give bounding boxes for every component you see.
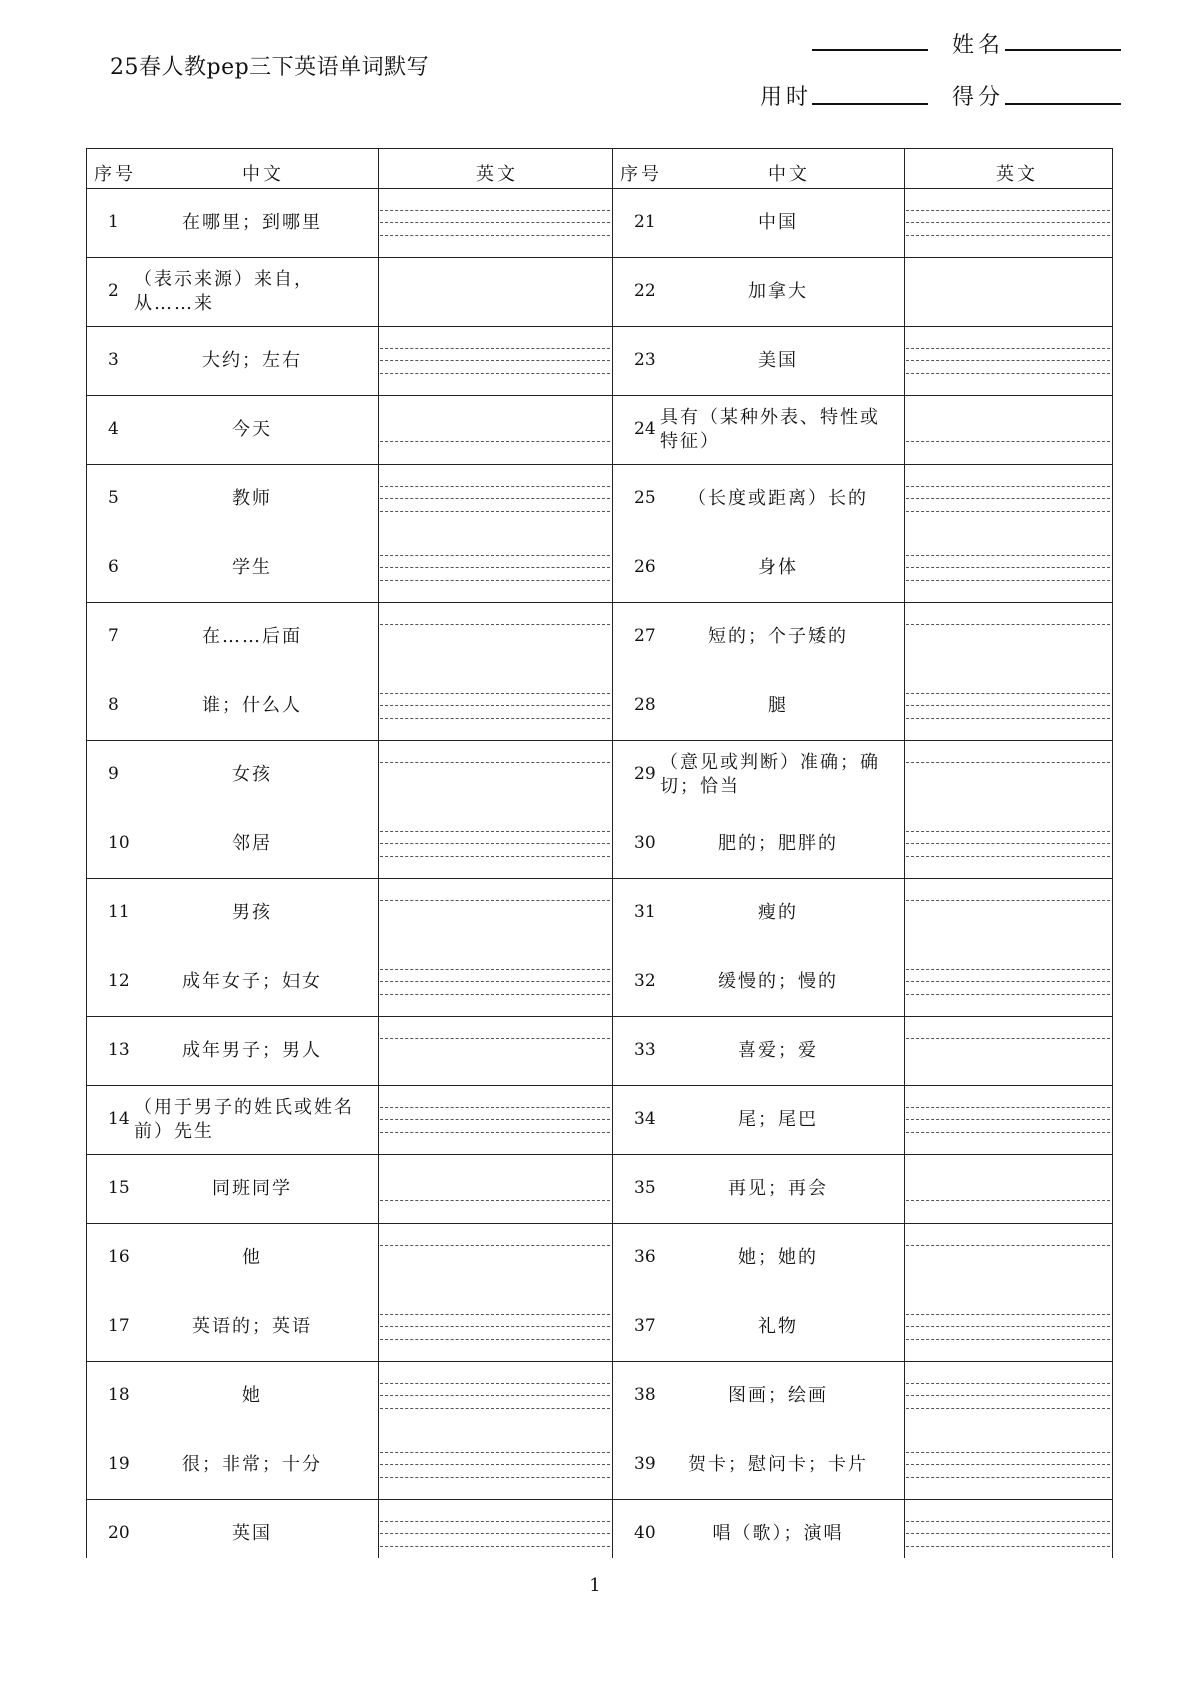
table-row [86, 464, 1113, 533]
col-header-cn: 中文 [768, 164, 810, 185]
chinese-meaning: 成年女子；妇女 [182, 970, 322, 992]
item-number: 38 [634, 1385, 656, 1405]
item-number: 18 [108, 1385, 130, 1405]
table-row [86, 878, 1113, 947]
item-number: 29 [634, 764, 656, 784]
chinese-meaning: 在哪里；到哪里 [182, 211, 322, 233]
item-number: 3 [108, 350, 119, 370]
english-answer-field[interactable] [380, 624, 610, 625]
chinese-meaning: 具有（某种外表、特性或特征） [660, 406, 880, 452]
page-number: 1 [589, 1575, 601, 1596]
chinese-meaning: （意见或判断）准确；确切；恰当 [660, 751, 880, 797]
item-number: 7 [108, 626, 119, 646]
chinese-meaning: （用于男子的姓氏或姓名前）先生 [134, 1096, 354, 1142]
item-number: 9 [108, 764, 119, 784]
item-number: 22 [634, 281, 656, 301]
chinese-meaning: 短的；个子矮的 [708, 625, 848, 647]
english-answer-field[interactable] [380, 1107, 610, 1133]
chinese-meaning: 瘦的 [758, 901, 798, 923]
chinese-meaning: 她；她的 [738, 1246, 818, 1268]
item-number: 15 [108, 1178, 130, 1198]
table-row [86, 1361, 1113, 1430]
chinese-meaning: 缓慢的；慢的 [718, 970, 838, 992]
item-number: 11 [108, 902, 130, 922]
item-number: 17 [108, 1316, 130, 1336]
col-header-no: 序号 [94, 164, 136, 185]
item-number: 20 [108, 1523, 130, 1543]
chinese-meaning: 英语的；英语 [192, 1315, 312, 1337]
english-answer-field[interactable] [380, 486, 610, 512]
english-answer-field[interactable] [906, 624, 1110, 625]
chinese-meaning: 再见；再会 [728, 1177, 828, 1199]
english-answer-field[interactable] [906, 1200, 1110, 1201]
chinese-meaning: 中国 [758, 211, 798, 233]
worksheet-title: 25春人教pep三下英语单词默写 [110, 55, 430, 80]
english-answer-field[interactable] [906, 762, 1110, 763]
english-answer-field[interactable] [380, 1038, 610, 1039]
chinese-meaning: 她 [242, 1384, 262, 1406]
english-answer-field[interactable] [906, 900, 1110, 901]
english-answer-field[interactable] [380, 210, 610, 236]
chinese-meaning: 喜爱；爱 [738, 1039, 818, 1061]
english-answer-field[interactable] [906, 1452, 1110, 1478]
chinese-meaning: 大约；左右 [202, 349, 302, 371]
chinese-meaning: 男孩 [232, 901, 272, 923]
chinese-meaning: 今天 [232, 418, 272, 440]
item-number: 2 [108, 281, 119, 301]
item-number: 27 [634, 626, 656, 646]
table-row [86, 326, 1113, 395]
table-row [86, 1016, 1113, 1085]
item-number: 25 [634, 488, 656, 508]
english-answer-field[interactable] [906, 1521, 1110, 1547]
chinese-meaning: 尾；尾巴 [738, 1108, 818, 1130]
blank-line[interactable] [812, 49, 928, 51]
vocabulary-table [86, 148, 1113, 1558]
table-row [86, 188, 1113, 257]
table-row [86, 1430, 1113, 1499]
item-number: 19 [108, 1454, 130, 1474]
name-field[interactable] [1005, 49, 1121, 51]
table-row [86, 947, 1113, 1016]
english-answer-field[interactable] [906, 1107, 1110, 1133]
chinese-meaning: 礼物 [758, 1315, 798, 1337]
english-answer-field[interactable] [380, 1314, 610, 1340]
chinese-meaning: 身体 [758, 556, 798, 578]
english-answer-field[interactable] [906, 1383, 1110, 1409]
chinese-meaning: 腿 [768, 694, 788, 716]
english-answer-field[interactable] [906, 969, 1110, 995]
table-row [86, 1292, 1113, 1361]
english-answer-field[interactable] [380, 762, 610, 763]
item-number: 31 [634, 902, 656, 922]
item-number: 8 [108, 695, 119, 715]
chinese-meaning: 谁；什么人 [202, 694, 302, 716]
english-answer-field[interactable] [380, 969, 610, 995]
item-number: 13 [108, 1040, 130, 1060]
english-answer-field[interactable] [906, 831, 1110, 857]
english-answer-field[interactable] [380, 555, 610, 581]
item-number: 6 [108, 557, 119, 577]
col-header-en: 英文 [996, 164, 1038, 185]
english-answer-field[interactable] [906, 210, 1110, 236]
chinese-meaning: 成年男子；男人 [182, 1039, 322, 1061]
english-answer-field[interactable] [380, 1245, 610, 1246]
chinese-meaning: 他 [242, 1246, 262, 1268]
col-header-no: 序号 [620, 164, 662, 185]
item-number: 28 [634, 695, 656, 715]
item-number: 10 [108, 833, 130, 853]
english-answer-field[interactable] [380, 1452, 610, 1478]
english-answer-field[interactable] [380, 1383, 610, 1409]
table-row [86, 533, 1113, 602]
chinese-meaning: 加拿大 [748, 280, 808, 302]
chinese-meaning: 很；非常；十分 [182, 1453, 322, 1475]
chinese-meaning: 女孩 [232, 763, 272, 785]
english-answer-field[interactable] [906, 348, 1110, 374]
item-number: 16 [108, 1247, 130, 1267]
time-label: 用时 [760, 85, 813, 110]
english-answer-field[interactable] [906, 1314, 1110, 1340]
item-number: 1 [108, 212, 119, 232]
item-number: 12 [108, 971, 130, 991]
english-answer-field[interactable] [906, 1245, 1110, 1246]
table-row [86, 1154, 1113, 1223]
item-number: 23 [634, 350, 656, 370]
item-number: 30 [634, 833, 656, 853]
english-answer-field[interactable] [380, 831, 610, 857]
english-answer-field[interactable] [906, 1038, 1110, 1039]
item-number: 35 [634, 1178, 656, 1198]
table-row [86, 809, 1113, 878]
chinese-meaning: 肥的；肥胖的 [718, 832, 838, 854]
chinese-meaning: （长度或距离）长的 [688, 487, 868, 509]
table-row [86, 1499, 1113, 1568]
chinese-meaning: 教师 [232, 487, 272, 509]
item-number: 26 [634, 557, 656, 577]
table-row [86, 395, 1113, 464]
chinese-meaning: 图画；绘画 [728, 1384, 828, 1406]
item-number: 5 [108, 488, 119, 508]
item-number: 34 [634, 1109, 656, 1129]
chinese-meaning: 在……后面 [202, 625, 302, 647]
table-border [86, 148, 1113, 149]
item-number: 14 [108, 1109, 130, 1129]
english-answer-field[interactable] [380, 693, 610, 719]
chinese-meaning: 英国 [232, 1522, 272, 1544]
english-answer-field[interactable] [380, 441, 610, 442]
chinese-meaning: 学生 [232, 556, 272, 578]
name-label: 姓名 [952, 33, 1005, 58]
english-answer-field[interactable] [906, 279, 1110, 303]
english-answer-field[interactable] [380, 279, 610, 303]
english-answer-field[interactable] [906, 555, 1110, 581]
chinese-meaning: 贺卡；慰问卡；卡片 [688, 1453, 868, 1475]
english-answer-field[interactable] [380, 900, 610, 901]
chinese-meaning: （表示来源）来自，从……来 [134, 268, 314, 314]
item-number: 32 [634, 971, 656, 991]
item-number: 36 [634, 1247, 656, 1267]
english-answer-field[interactable] [906, 693, 1110, 719]
item-number: 40 [634, 1523, 656, 1543]
time-field[interactable] [812, 103, 928, 105]
item-number: 39 [634, 1454, 656, 1474]
english-answer-field[interactable] [380, 348, 610, 374]
chinese-meaning: 同班同学 [212, 1177, 292, 1199]
table-row [86, 257, 1113, 326]
item-number: 4 [108, 419, 119, 439]
item-number: 24 [634, 419, 656, 439]
col-header-cn: 中文 [242, 164, 284, 185]
score-label: 得分 [952, 85, 1005, 110]
chinese-meaning: 唱（歌）；演唱 [712, 1522, 844, 1544]
table-row [86, 1223, 1113, 1292]
score-field[interactable] [1005, 103, 1121, 105]
table-row [86, 671, 1113, 740]
chinese-meaning: 美国 [758, 349, 798, 371]
english-answer-field[interactable] [906, 441, 1110, 442]
table-row [86, 740, 1113, 809]
table-row [86, 1085, 1113, 1154]
col-header-en: 英文 [476, 164, 518, 185]
item-number: 21 [634, 212, 656, 232]
table-row [86, 602, 1113, 671]
chinese-meaning: 邻居 [232, 832, 272, 854]
item-number: 37 [634, 1316, 656, 1336]
english-answer-field[interactable] [380, 1521, 610, 1547]
english-answer-field[interactable] [380, 1200, 610, 1201]
english-answer-field[interactable] [906, 486, 1110, 512]
item-number: 33 [634, 1040, 656, 1060]
